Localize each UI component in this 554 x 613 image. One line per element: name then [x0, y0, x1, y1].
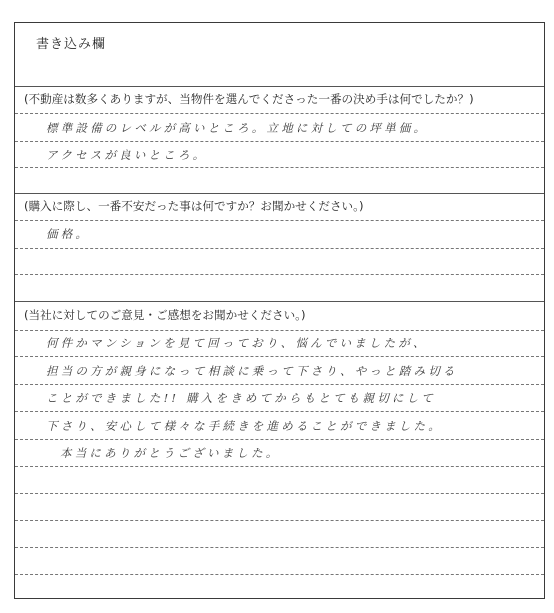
answer-line — [15, 220, 544, 221]
question-3-prompt: (当社に対してのご意見・ご感想をお聞かせください。) — [24, 308, 306, 322]
question-3-answer-line-1: 何件かマンションを見て回っており、悩んでいましたが、 — [46, 336, 428, 350]
answer-line — [15, 547, 544, 548]
answer-line — [15, 113, 544, 114]
answer-line — [15, 141, 544, 142]
question-1-answer-line-2: アクセスが良いところ。 — [46, 148, 208, 162]
answer-line — [15, 466, 544, 467]
section-divider — [15, 193, 544, 194]
answer-line — [15, 493, 544, 494]
answer-line — [15, 411, 544, 412]
question-3-answer-line-5: 本当にありがとうございました。 — [60, 446, 281, 460]
answer-line — [15, 330, 544, 331]
question-1-answer-line-1: 標準設備のレベルが高いところ。立地に対しての坪単価。 — [46, 121, 429, 135]
answer-line — [15, 439, 544, 440]
question-2-answer-line-1: 価格。 — [46, 227, 91, 241]
question-3-answer-line-3: ことができました!! 購入をきめてからもとても親切にして — [46, 391, 436, 405]
question-1-prompt: (不動産は数多くありますが、当物件を選んでくださった一番の決め手は何でしたか？) — [24, 92, 474, 106]
question-3-answer-line-2: 担当の方が親身になって相談に乗って下さり、やっと踏み切る — [46, 364, 458, 378]
answer-line — [15, 520, 544, 521]
question-2-prompt: (購入に際し、一番不安だった事は何ですか？お聞かせください。) — [24, 199, 364, 213]
answer-line — [15, 384, 544, 385]
answer-line — [15, 356, 544, 357]
answer-line — [15, 167, 544, 168]
question-3-answer-line-4: 下さり、安心して様々な手続きを進めることができました。 — [46, 419, 443, 433]
section-divider — [15, 86, 544, 87]
answer-line — [15, 274, 544, 275]
answer-line — [15, 248, 544, 249]
answer-line — [15, 574, 544, 575]
form-heading: 書き込み欄 — [36, 37, 107, 52]
section-divider — [15, 301, 544, 302]
